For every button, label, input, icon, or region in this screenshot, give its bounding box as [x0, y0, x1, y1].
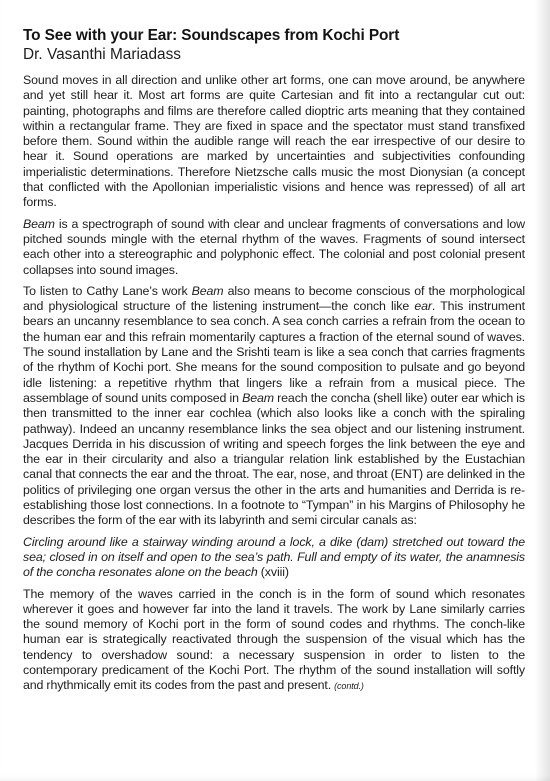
paragraph-1-text: Sound moves in all direction and unlike other art forms, one can move around, be anywhere and yet still hear it. Most art forms are quite Cartesian and fit into a rectangular cut out: painting, photographs and films are therefore called dioptric arts meaning that they contained within a rectangular frame. They are fixed in space and the spectator must stand transfixed before them. Sound within the audible range will reach the ear irrespective of our desire to hear it. Sound operations are marked by uncertainties and subjectivities confounding imperialistic determinations. Therefore Nietzsche calls music the most Dionysian (a concept that conflicted with the Apollonian imperialistic visions and hence was repressed) of all art forms. — [23, 73, 525, 210]
paragraph-3-text-a: To listen to Cathy Lane’s work — [23, 283, 192, 298]
article-title: To See with your Ear: Soundscapes from Kochi Port — [23, 27, 400, 44]
paragraph-3-text-d: reach the concha (shell like) outer ear which is then transmitted to the inner ear cochlea (which also looks like a conch with the spiraling pathway). Indeed an uncanny resemblance links the sea object and our listening instrument. Jacques Derrida in his discussion of writing and speech forges the link between the eye and the ear in their circularity and also a triangular relation link established by the Eustachian canal that connects the ear and the throat. The ear, nose, and throat (ENT) are delinked in the politics of privileging one organ versus the other in the arts and humanities and Derrida is re-establishing those lost connections. In a footnote to “Tympan” in his Margins of Philosophy he describes the form of the ear with its labyrinth and semi circular canals as: — [23, 390, 525, 528]
beam-title: Beam — [191, 283, 224, 298]
paragraph-2-text: is a spectrograph of sound with clear and unclear fragments of conversations and low pitched sounds mingle with the eternal rhythm of the waves. Fragments of sound intersect each other into a stereographic and polyphonic effect. The colonial and post colonial present collapses into sound images. — [23, 216, 525, 277]
beam-title: Beam — [23, 216, 55, 231]
paragraph-3-text-c: . This instrument bears an uncanny resemblance to sea conch. A sea conch carries a refrain from the ocean to the human ear and this refrain momentarily captures a fraction of the eternal sound of waves. The sound installation by Lane and the Srishti team is like a sea conch that carries fragments of the rhythm of Kochi port. She means for the sound composition to pulsate and go beyond idle listening: a repetitive rhythm that lingers like a refrain from a musical piece. The assemblage of sound units composed in — [23, 299, 526, 405]
article-author: Dr. Vasanthi Mariadass — [23, 46, 181, 63]
paragraph-2 — [23, 217, 525, 278]
block-quote — [23, 535, 525, 581]
quote-reference: (xviii) — [257, 565, 289, 580]
paragraph-1 — [23, 73, 525, 211]
paragraph-3 — [23, 284, 525, 529]
ear-emphasis: ear — [414, 299, 432, 314]
article-body — [23, 27, 525, 701]
beam-title: Beam — [242, 390, 274, 405]
paragraph-5-text: The memory of the waves carried in the conch is in the form of sound which resonates wherever it goes and however far into the land it travels. The work by Lane similarly carries the sound memory of Kochi port in the form of sound codes and rhythms. The conch-like human ear is strategically reactivated through the suspension of the visual which has the tendency to overshadow sound: a necessary suspension in order to listen to the contemporary predicament of the Kochi Port. The rhythm of the sound installation will softly and rhythmically emit its codes from the past and present. — [23, 586, 525, 693]
quote-text: Circling around like a stairway winding around a lock, a dike (dam) stretched out toward the sea; closed in on itself and open to the sea’s path. Full and empty of its water, the anamnesis of the concha resonates alone on the beach — [23, 534, 525, 580]
continued-marker: (contd.) — [334, 681, 364, 692]
paragraph-5 — [23, 587, 525, 695]
paragraph-3-text-b: also means to become conscious of the morphological and physiological structure of the listening instrument—the conch like — [23, 283, 525, 314]
